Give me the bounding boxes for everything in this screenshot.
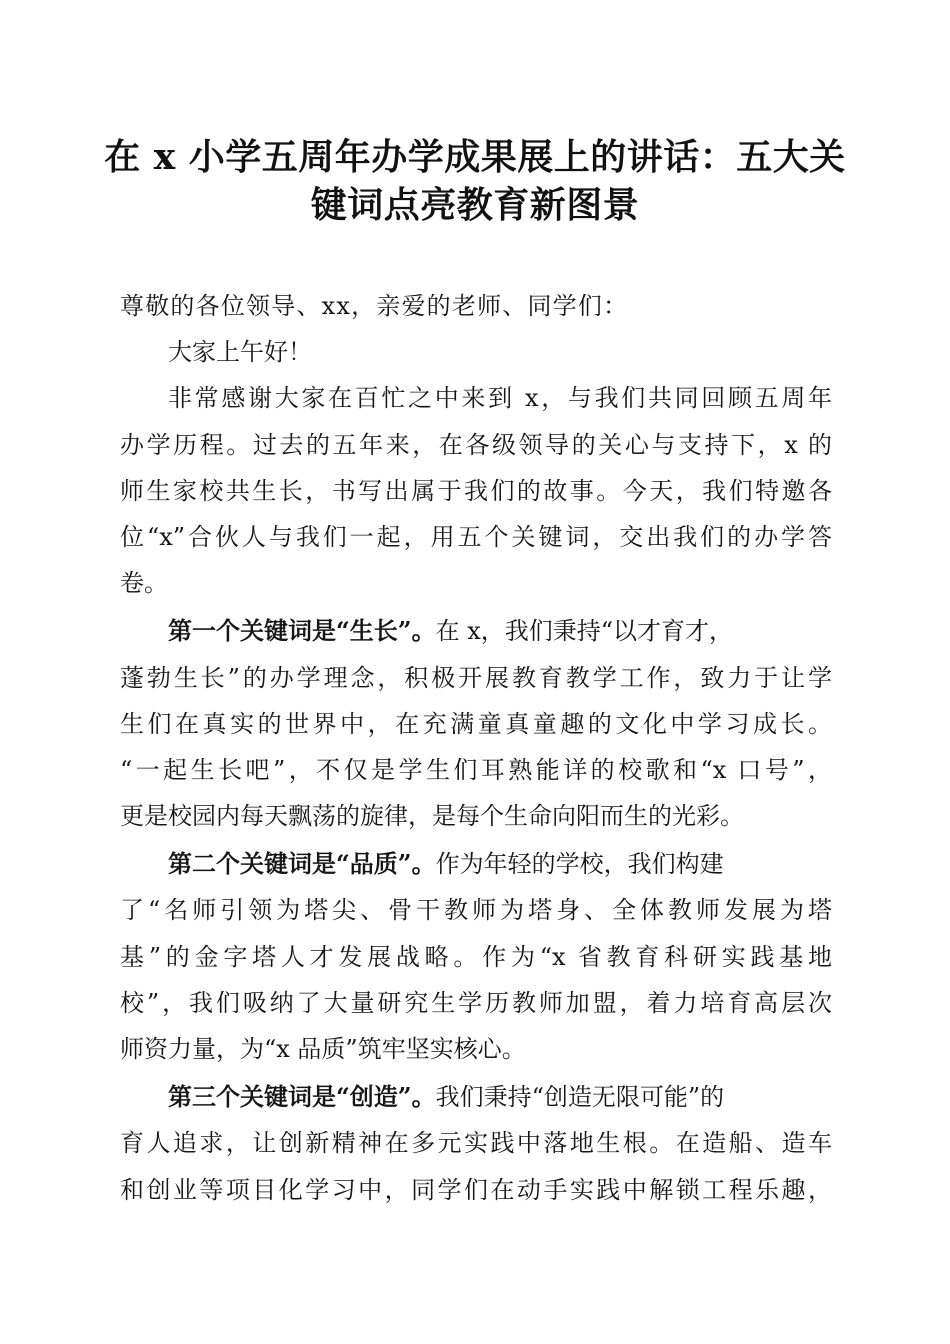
- paragraph-line-text: 在 x，我们秉持“以才育才，: [435, 617, 734, 646]
- paragraph-line: [120, 841, 832, 887]
- paragraph-line: 非常感谢大家在百忙之中来到 x，与我们共同回顾五周年: [168, 384, 832, 413]
- paragraph-intro: [120, 375, 832, 606]
- paragraph-quality: [120, 841, 832, 1072]
- paragraph-line: [120, 1074, 832, 1120]
- paragraph-line: 校”，我们吸纳了大量研究生学历教师加盟，着力培育高层次: [120, 988, 832, 1017]
- paragraph-line: 位“x”合伙人与我们一起，用五个关键词，交出我们的办学答: [120, 522, 832, 551]
- paragraph-line: 更是校园内每天飘荡的旋律，是每个生命向阳而生的光彩。: [120, 802, 744, 831]
- keyword-growth: 第一个关键词是“生长”。: [168, 616, 436, 646]
- paragraph-line: 生们在真实的世界中，在充满童真童趣的文化中学习成长。: [120, 709, 832, 738]
- paragraph-line: [120, 608, 832, 654]
- document-body: [120, 283, 832, 1213]
- paragraph-line: “一起生长吧”，不仅是学生们耳熟能详的校歌和“x 口号”，: [120, 755, 832, 784]
- paragraph-creation: [120, 1074, 832, 1213]
- paragraph-line: 育人追求，让创新精神在多元实践中落地生根。在造船、造车: [120, 1129, 832, 1158]
- keyword-quality: 第二个关键词是“品质”。: [168, 849, 436, 879]
- paragraph-line: 和创业等项目化学习中，同学们在动手实践中解锁工程乐趣，: [120, 1175, 832, 1204]
- keyword-creation: 第三个关键词是“创造”。: [168, 1082, 436, 1112]
- title-line-2: 键词点亮教育新图景: [310, 184, 640, 226]
- paragraph-line: 基”的金字塔人才发展战略。作为“x 省教育科研实践基地: [120, 942, 832, 971]
- paragraph-line: 师资力量，为“x 品质”筑牢坚实核心。: [120, 1035, 526, 1063]
- greeting: 大家上午好！: [168, 338, 312, 367]
- paragraph-line: 办学历程。过去的五年来，在各级领导的关心与支持下，x 的: [120, 430, 832, 459]
- salutation: 尊敬的各位领导、xx，亲爱的老师、同学们：: [120, 292, 629, 320]
- paragraph-line-text: 我们秉持“创造无限可能”的: [435, 1083, 725, 1112]
- document-title: [100, 133, 850, 229]
- paragraph-line: 师生家校共生长，书写出属于我们的故事。今天，我们特邀各: [120, 476, 832, 505]
- paragraph-growth: [120, 608, 832, 839]
- paragraph-line: 蓬勃生长”的办学理念，积极开展教育教学工作，致力于让学: [120, 663, 832, 692]
- title-line-1: 在 x 小学五周年办学成果展上的讲话：五大关: [104, 136, 846, 178]
- paragraph-line: 卷。: [120, 569, 168, 598]
- paragraph-line-text: 作为年轻的学校，我们构建: [435, 850, 724, 879]
- paragraph-line: 了“名师引领为塔尖、骨干教师为塔身、全体教师发展为塔: [120, 896, 832, 925]
